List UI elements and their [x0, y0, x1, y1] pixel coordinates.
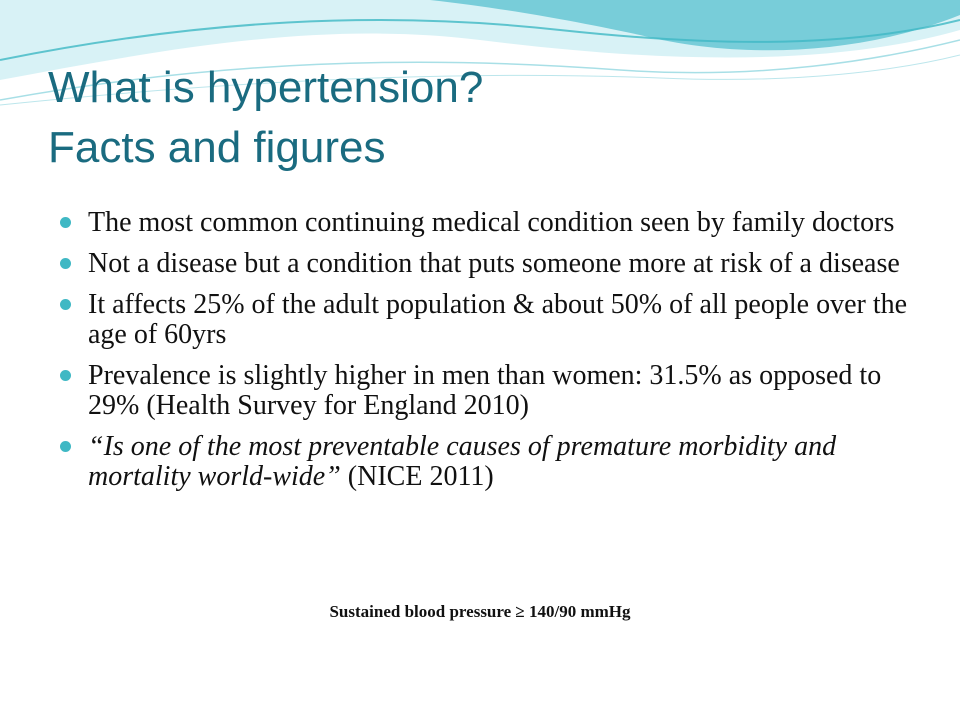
bullet-item — [58, 249, 918, 279]
bullet-item — [58, 290, 918, 350]
bullet-item — [58, 208, 918, 238]
quote-source: (NICE 2011) — [340, 461, 494, 492]
bullet-text: Prevalence is slightly higher in men than women: 31.5% as opposed to 29% (Health Survey for England 2010) — [88, 360, 882, 421]
slide-title-line1: What is hypertension? — [48, 63, 484, 112]
bullet-dot-icon — [60, 217, 71, 228]
bullet-item-quote — [58, 432, 918, 492]
quote-text: “Is one of the most preventable causes of premature morbidity and mortality world-wide” — [88, 431, 837, 492]
slide-title — [48, 58, 928, 178]
bullet-text: It affects 25% of the adult population & about 50% of all people over the age of 60yrs — [88, 289, 908, 350]
bullet-dot-icon — [60, 370, 71, 381]
bullet-dot-icon — [60, 441, 71, 452]
blood-pressure-threshold-note: Sustained blood pressure ≥ 140/90 mmHg — [329, 602, 631, 621]
bullet-text: Not a disease but a condition that puts someone more at risk of a disease — [88, 248, 900, 279]
slide-title-line2: Facts and figures — [48, 123, 386, 172]
bullet-item — [58, 361, 918, 421]
bullet-dot-icon — [60, 258, 71, 269]
bullet-dot-icon — [60, 299, 71, 310]
bullet-list — [58, 208, 918, 503]
bullet-text: The most common continuing medical condition seen by family doctors — [88, 207, 895, 238]
